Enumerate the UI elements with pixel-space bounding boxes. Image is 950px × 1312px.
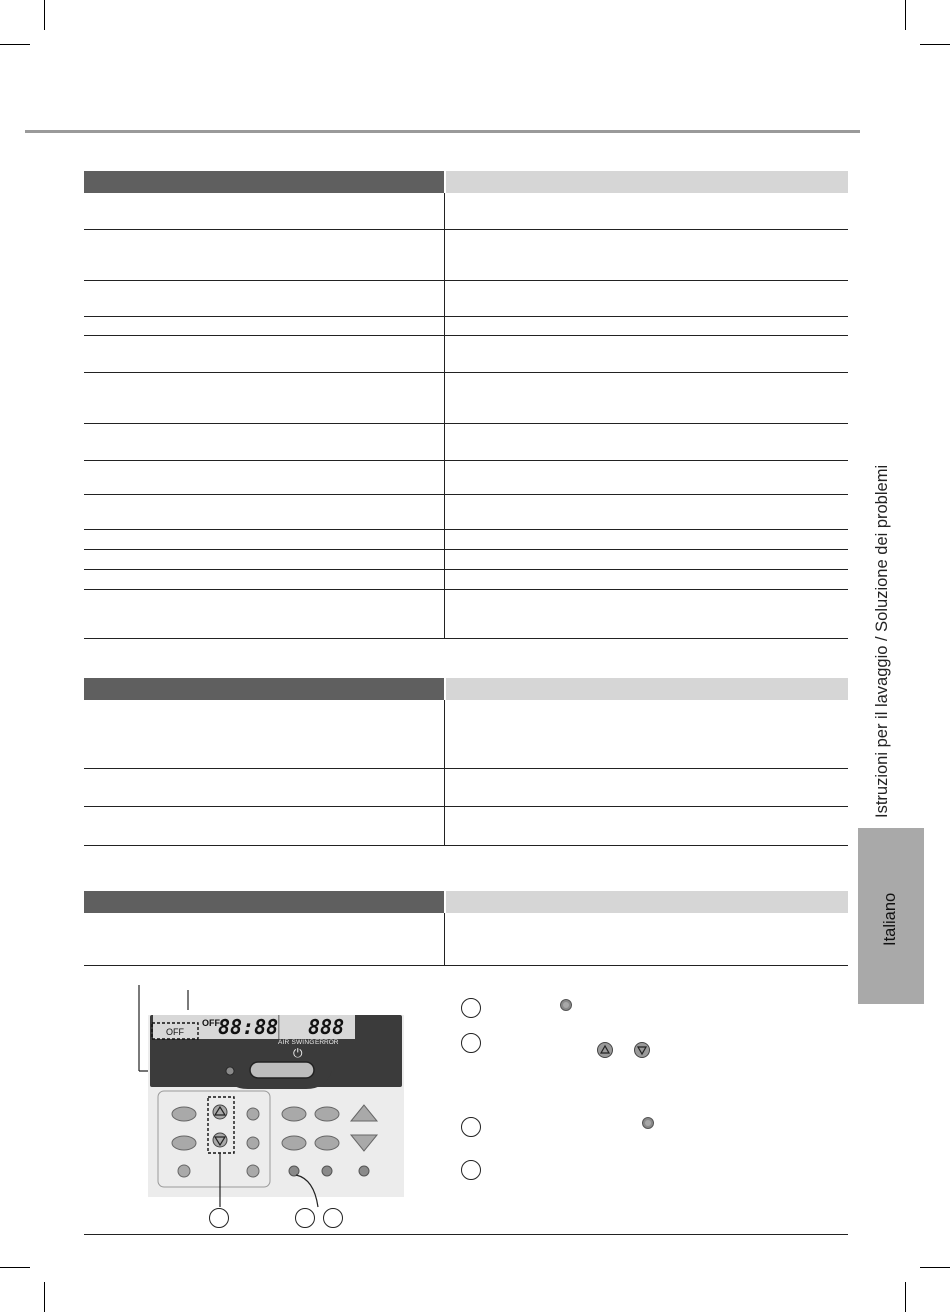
troubleshooting-table-3 <box>84 891 848 966</box>
troubleshooting-table-1 <box>84 171 848 639</box>
table-row <box>84 193 848 230</box>
power-icon: ⏻ <box>293 1046 303 1060</box>
table-row <box>84 550 848 570</box>
callout-circle <box>295 1208 315 1228</box>
table-row <box>84 570 848 590</box>
callout-circle <box>209 1208 229 1228</box>
table-header <box>84 678 848 700</box>
lcd-digits: 888 <box>308 1015 345 1039</box>
table-header <box>84 891 848 913</box>
lcd-time: 88:88 <box>218 1015 279 1039</box>
lcd-off-text: OFF <box>202 1018 220 1028</box>
header-rule <box>25 130 860 133</box>
remote-control-illustration <box>138 985 408 1215</box>
air-swing-label: AIR SWING <box>278 1039 315 1046</box>
table-row <box>84 807 848 846</box>
troubleshooting-table-2 <box>84 678 848 846</box>
table-row <box>84 530 848 550</box>
table-row <box>84 317 848 336</box>
up-button-icon <box>597 1042 613 1058</box>
crop-mark <box>905 1282 906 1312</box>
error-label: ERROR <box>315 1039 339 1046</box>
crop-mark <box>905 0 906 30</box>
callout-circle <box>323 1208 343 1228</box>
table-row <box>84 590 848 639</box>
table-header <box>84 171 848 193</box>
table-row <box>84 700 848 769</box>
table-row <box>84 913 848 966</box>
crop-mark <box>920 1267 950 1268</box>
table-row <box>84 336 848 373</box>
table-row <box>84 495 848 530</box>
button-icon <box>560 999 572 1011</box>
button-icon <box>642 1117 654 1129</box>
crop-mark <box>0 1267 30 1268</box>
step-circle <box>461 998 481 1018</box>
table-row <box>84 230 848 281</box>
crop-mark <box>920 44 950 45</box>
table-row <box>84 461 848 495</box>
crop-mark <box>0 44 30 45</box>
down-button-icon <box>634 1042 650 1058</box>
crop-mark <box>44 0 45 30</box>
side-section-title: Istruzioni per il lavaggio / Soluzione dei problemi <box>873 464 891 818</box>
table-row <box>84 769 848 807</box>
table-row <box>84 424 848 461</box>
step-circle <box>461 1160 481 1180</box>
crop-mark <box>44 1282 45 1312</box>
bottom-rule <box>84 1234 848 1235</box>
language-tab-label: Italiano <box>881 892 899 946</box>
step-circle <box>461 1117 481 1137</box>
table-row <box>84 281 848 317</box>
step-circle <box>461 1033 481 1053</box>
table-row <box>84 373 848 424</box>
lcd-off-badge: OFF <box>166 1027 184 1037</box>
